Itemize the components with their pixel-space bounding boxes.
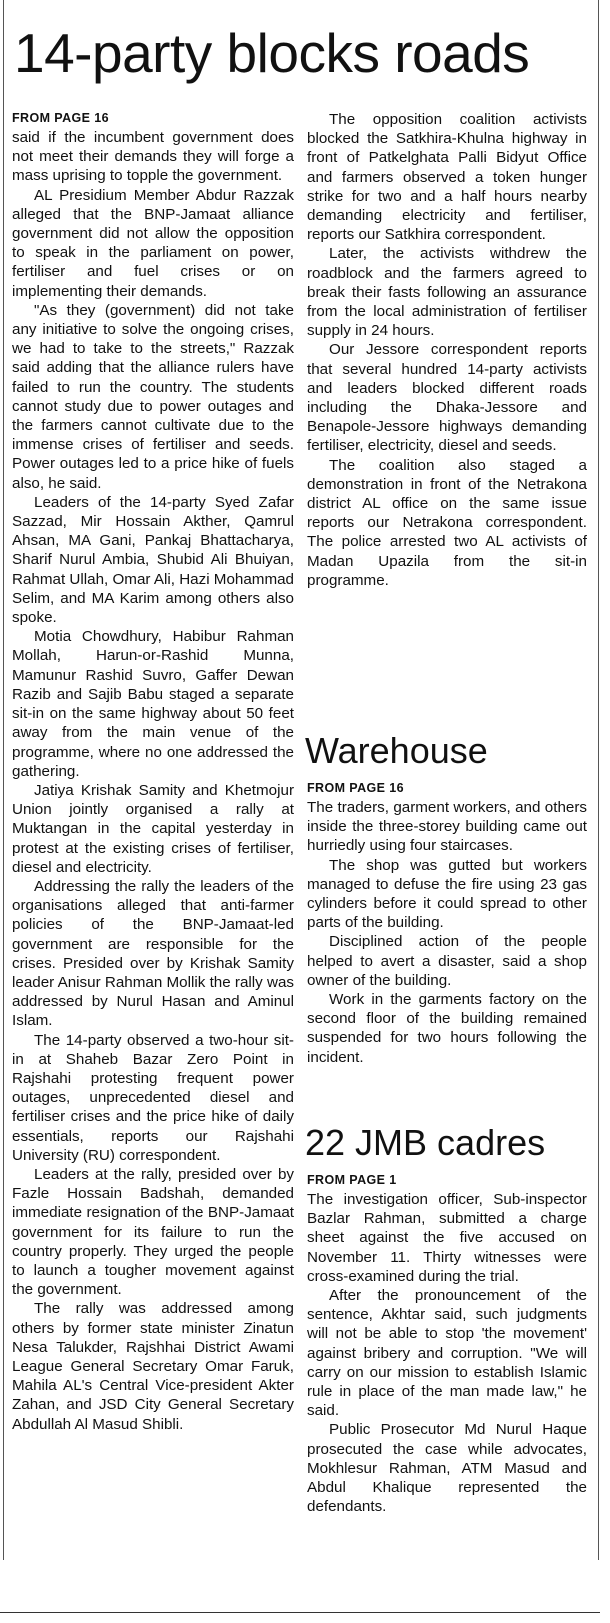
main-story-paragraph: Jatiya Krishak Samity and Khetmojur Union jointly organised a rally at Muktangan in the capital yesterday in protest at the existing crises of fertiliser, diesel and electricity. (12, 781, 294, 876)
jmb-paragraph: The investigation officer, Sub-inspector Bazlar Rahman, submitted a charge sheet against the five accused on November 11. Thirty witnesses were cross-examined during the trial. (307, 1191, 587, 1285)
main-story-paragraph: The rally was addressed among others by former state minister Zinatun Nesa Talukder, Rajshhai District Awami League General Secretary Omar Faruk, Mahila AL's Central Vice-president Akter Zahan, and JSD City General Secretary Abdullah Al Masud Shibli. (12, 1300, 294, 1433)
column-border-right (598, 0, 599, 1560)
jmb-paragraph: After the pronouncement of the sentence, Akhtar said, such judgments will not be able to stop 'the movement' against bribery and corruption. "We will carry on our mission to establish Islamic rule in place of the man made law," he said. (307, 1287, 587, 1420)
main-story-from-page: FROM PAGE 16 (12, 111, 109, 125)
main-story-left-column (12, 110, 294, 1434)
warehouse-headline: Warehouse (305, 730, 488, 771)
main-story-paragraph: Leaders at the rally, presided over by Fazle Hossain Badshah, demanded immediate resignation of the BNP-Jamaat government for its failure to run the country properly. They urged the people to launch a tougher movement against the government. (12, 1165, 294, 1299)
main-story-paragraph: Motia Chowdhury, Habibur Rahman Mollah, Harun-or-Rashid Munna, Mamunur Rashid Suvro, Gaffer Dewan Razib and Sajib Babu staged a separate sit-in on the same highway about 50 feet away from the main venue of the programme, where no one addressed the gathering. (12, 628, 294, 780)
jmb-story (307, 1120, 587, 1516)
warehouse-story (307, 728, 587, 1067)
jmb-paragraph: Public Prosecutor Md Nurul Haque prosecuted the case while advocates, Mokhlesur Rahman, ATM Masud and Abdul Khalique represented the defendants. (307, 1421, 587, 1516)
warehouse-paragraph: The shop was gutted but workers managed to defuse the fire using 23 gas cylinders before it could spread to other parts of the building. (307, 856, 587, 932)
bottom-rule (0, 1612, 600, 1613)
warehouse-paragraph: Disciplined action of the people helped to avert a disaster, said a shop owner of the building. (307, 933, 587, 989)
main-story-paragraph: Our Jessore correspondent reports that several hundred 14-party activists and leaders blocked different roads including the Dhaka-Jessore and Benapole-Jessore highways demanding fertiliser, electricity, diesel and seeds. (307, 341, 587, 455)
main-story-paragraph: The opposition coalition activists blocked the Satkhira-Khulna highway in front of Patkelghata Palli Bidyut Office and farmers observed a token hunger strike for two and a half hours nearby demanding electricity and fertiliser, reports our Satkhira correspondent. (307, 111, 587, 244)
main-story-right-column (307, 110, 587, 590)
warehouse-paragraph: Work in the garments factory on the second floor of the building remained suspended for two hours following the incident. (307, 991, 587, 1066)
main-story-paragraph: Addressing the rally the leaders of the organisations alleged that anti-farmer policies of the BNP-Jamaat-led government are responsible for the crises. Presided over by Krishak Samity leader Anisur Rahman Mollik the rally was addressed by Nurul Hasan and Aminul Islam. (12, 877, 294, 1030)
jmb-headline: 22 JMB cadres (305, 1122, 546, 1163)
main-story-paragraph: said if the incumbent government does not meet their demands they will forge a mass uprising to topple the government. (12, 129, 294, 185)
warehouse-paragraph: The traders, garment workers, and others inside the three-storey building came out hurriedly using four staircases. (307, 799, 587, 855)
column-border-left (3, 0, 4, 1560)
main-story-paragraph: Leaders of the 14-party Syed Zafar Sazzad, Mir Hossain Akther, Qamrul Ahsan, MA Gani, Pankaj Bhattacharya, Sharif Nurul Ambia, Shubid Ali Bhuiyan, Rahmat Ullah, Omar Ali, Hazi Mohammad Selim, and MA Karim among others also spoke. (12, 493, 294, 627)
warehouse-from-page: FROM PAGE 16 (307, 781, 404, 795)
main-story-paragraph: Later, the activists withdrew the roadblock and the farmers agreed to break their fasts following an assurance from the local administration of fertiliser supply in 24 hours. (307, 245, 587, 340)
main-story-paragraph: "As they (government) did not take any initiative to solve the ongoing crises, we had to take to the streets," Razzak said adding that the alliance rulers have failed to run the country. The students cannot study due to power outages and the farmers cannot cultivate due to the immense crises of fertiliser and seeds. Power outages led to a price hike of fuels also, he said. (12, 301, 294, 492)
jmb-from-page: FROM PAGE 1 (307, 1173, 397, 1187)
main-story-paragraph: AL Presidium Member Abdur Razzak alleged that the BNP-Jamaat alliance government did not allow the opposition to speak in the parliament on power, fertiliser and fuel crises or on implementing their demands. (12, 186, 294, 300)
main-headline: 14-party blocks roads (14, 22, 530, 84)
main-story-paragraph: The coalition also staged a demonstration in front of the Netrakona district AL office on the same issue reports our Netrakona correspondent. The police arrested two AL activists of Madan Upazila from the sit-in programme. (307, 456, 587, 589)
main-story-paragraph: The 14-party observed a two-hour sit-in at Shaheb Bazar Zero Point in Rajshahi protesting frequent power outages, unprecedented diesel and fertiliser crises and the price hike of daily essentials, reports our Rajshahi University (RU) correspondent. (12, 1031, 294, 1164)
